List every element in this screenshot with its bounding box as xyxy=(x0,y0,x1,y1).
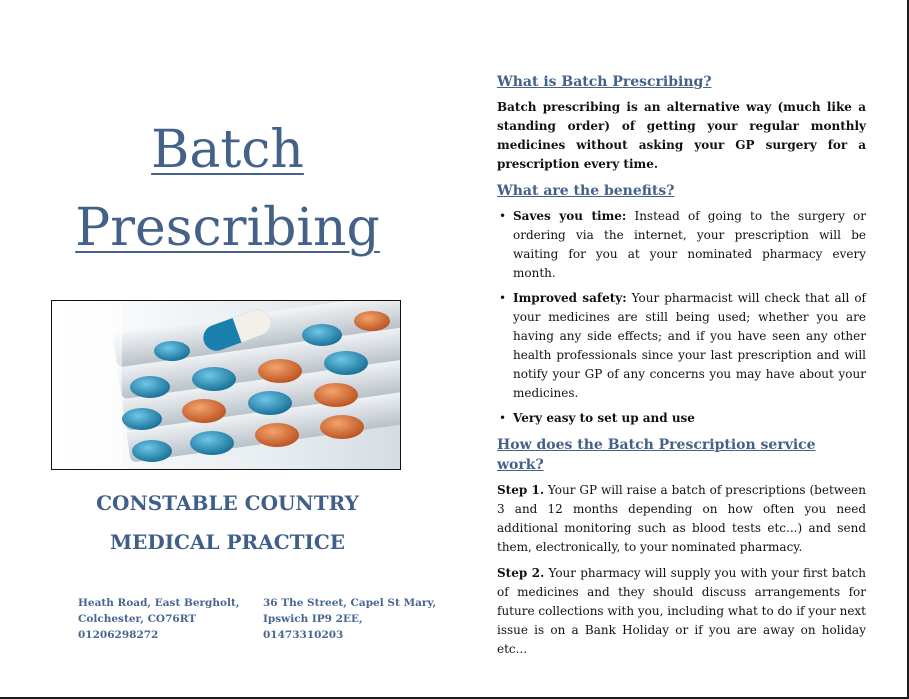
benefit-item xyxy=(497,409,866,428)
practice-name-line-2: MEDICAL PRACTICE xyxy=(109,530,346,554)
step-2 xyxy=(497,564,866,659)
leaflet-title-line-2: Prescribing xyxy=(75,198,380,258)
blister-pack-illustration xyxy=(52,301,400,469)
address-line: Ipswich IP9 2EE, xyxy=(263,613,363,625)
address-east-bergholt xyxy=(78,595,248,643)
bullet-icon: • xyxy=(499,291,507,305)
bullet-icon: • xyxy=(499,411,507,425)
step-1 xyxy=(497,481,866,557)
step-lead: Step 1. xyxy=(497,483,545,497)
benefit-lead: Very easy to set up and use xyxy=(513,411,695,425)
phone-number: 01206298272 xyxy=(78,629,159,641)
blister-pack-photo xyxy=(51,300,401,470)
benefit-item xyxy=(497,289,866,403)
bullet-icon: • xyxy=(499,209,507,223)
benefit-text: Your pharmacist will check that all of your medicines are still being used; whether you are having any side effects; and if you have seen any other health professionals since your last prescription and will notify your GP of any concerns you may have about your medicines. xyxy=(513,291,866,400)
benefit-item xyxy=(497,207,866,283)
step-text: Your GP will raise a batch of prescriptions (between 3 and 12 months depending on how often you need additional monitoring such as blood tests etc...) and send them, electronically, to your nominated pharmacy. xyxy=(497,483,866,554)
benefit-lead: Saves you time: xyxy=(513,209,627,223)
benefit-lead: Improved safety: xyxy=(513,291,627,305)
step-lead: Step 2. xyxy=(497,566,545,580)
address-line: Heath Road, East Bergholt, xyxy=(78,597,240,609)
leaflet-title-line-1: Batch xyxy=(151,120,304,180)
step-text: Your pharmacy will supply you with your first batch of medicines and they should discuss arrangements for future collections with you, including what to do if your next issue is on a Bank Holiday or if you are away on holiday etc... xyxy=(497,566,867,656)
address-line: Colchester, CO76RT xyxy=(78,613,197,625)
benefits-list xyxy=(497,207,866,428)
address-capel-st-mary xyxy=(263,595,437,643)
benefits-heading: What are the benefits? xyxy=(497,183,675,199)
what-heading: What is Batch Prescribing? xyxy=(497,74,712,90)
what-text: Batch prescribing is an alternative way (much like a standing order) of getting your regular monthly medicines without asking your GP surgery for a prescription every time. xyxy=(497,100,866,171)
phone-number: 01473310203 xyxy=(263,629,344,641)
benefit-text: Instead of going to the surgery or ordering via the internet, your prescription will be waiting for you at your nominated pharmacy every month. xyxy=(513,209,866,280)
practice-name-line-1: CONSTABLE COUNTRY xyxy=(96,491,359,515)
address-line: 36 The Street, Capel St Mary, xyxy=(263,597,437,609)
info-column xyxy=(497,72,866,666)
how-heading: How does the Batch Prescription service work? xyxy=(497,437,816,473)
